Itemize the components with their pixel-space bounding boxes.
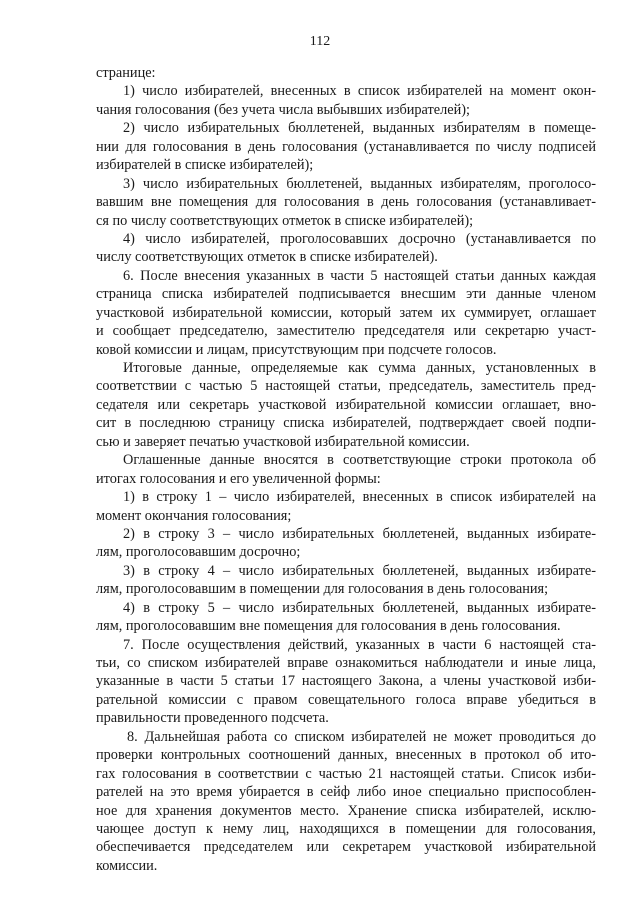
document-body (96, 64, 596, 875)
text-line: 7. После осуществления действий, указанных в части 6 настоящей ста- (123, 636, 596, 653)
text-line: странице: (96, 65, 156, 81)
text-line: сью и заверяет печатью участковой избирательной комиссии. (96, 433, 470, 450)
text-line: Итоговые данные, определяемые как сумма данных, установленных в (123, 360, 596, 376)
text-line: чающее доступ к нему лиц, находящихся в помещении для голосования, (96, 820, 596, 837)
text-line: седателя или секретарь участковой избирательной комиссии оглашает, вно- (96, 396, 596, 413)
text-line: лям, проголосовавшим в помещении для голосования в день голосования; (96, 581, 549, 598)
text-line: чания голосования (без учета числа выбывших избирателей); (96, 101, 470, 118)
text-line: Оглашенные данные вносятся в соответствующие строки протокола об (123, 452, 596, 469)
text-line: и сообщает председателю, заместителю председателя или секретарю участ- (96, 323, 596, 340)
text-line: ковой комиссии и лицам, присутствующим при подсчете голосов. (96, 341, 497, 358)
text-line: соответствии с частью 5 настоящей статьи, председатель, заместитель пред- (96, 378, 596, 395)
text-line: 3) число избирательных бюллетеней, выданных избирателям, проголосо- (123, 175, 596, 192)
text-line: рателей на это время убирается в сейф либо иное специально приспособлен- (96, 784, 596, 801)
text-line: страница списка избирателей подписывается внесшим эти данные членом (96, 286, 596, 303)
text-line: 4) в строку 5 – число избирательных бюллетеней, выданных избирате- (123, 599, 596, 616)
text-line: вавшим вне помещения для голосования в день голосования (устанавливает- (96, 194, 596, 211)
text-line: 2) число избирательных бюллетеней, выданных избирателям в помеще- (123, 120, 596, 137)
text-line: участковой избирательной комиссии, который затем их суммирует, оглашает (96, 304, 596, 321)
text-line: рательной комиссии с правом совещательного голоса вправе убедиться в (96, 691, 596, 708)
text-line: 2) в строку 3 – число избирательных бюллетеней, выданных избирате- (123, 525, 596, 542)
text-line: избирателей в списке избирателей); (96, 157, 314, 174)
text-line: проверки контрольных соотношений данных, внесенных в протокол об ито- (96, 747, 596, 764)
text-line: момент окончания голосования; (96, 507, 292, 524)
text-line: сит в последнюю страницу списка избирателей, подтверждает своей подпи- (96, 415, 596, 432)
text-line: ное для хранения документов место. Хранение списка избирателей, исклю- (96, 802, 596, 819)
text-line: 6. После внесения указанных в части 5 настоящей статьи данных каждая (123, 267, 596, 284)
text-line: нии для голосования в день голосования (устанавливается по числу подписей (96, 138, 596, 155)
text-line: итогах голосования и его увеличенной формы: (96, 470, 381, 487)
text-line: тьи, со списком избирателей вправе ознакомиться наблюдатели и иные лица, (96, 655, 596, 671)
text-line: числу соответствующих отметок в списке избирателей). (96, 249, 438, 266)
text-line: комиссии. (96, 857, 158, 874)
text-line: 8. Дальнейшая работа со списком избирателей не может проводиться до (127, 728, 596, 745)
text-line: указанные в части 5 статьи 17 настоящего Закона, а члены участковой изби- (96, 673, 596, 690)
text-line: 1) число избирателей, внесенных в список избирателей на момент окон- (123, 83, 596, 100)
text-line: обеспечивается председателем или секретарем участковой избирательной (96, 839, 596, 856)
page-number: 112 (309, 34, 331, 49)
text-line: лям, проголосовавшим досрочно; (96, 544, 301, 561)
text-line: 3) в строку 4 – число избирательных бюллетеней, выданных избирате- (123, 562, 596, 579)
text-line: лям, проголосовавшим вне помещения для голосования в день голосования. (96, 618, 561, 635)
text-line: ся по числу соответствующих отметок в списке избирателей); (96, 212, 474, 229)
text-line: 1) в строку 1 – число избирателей, внесенных в список избирателей на (123, 489, 596, 506)
text-line: гах голосования в соответствии с частью 21 настоящей статьи. Список изби- (96, 765, 596, 782)
text-line: правильности проведенного подсчета. (96, 710, 329, 727)
text-line: 4) число избирателей, проголосовавших досрочно (устанавливается по (123, 230, 596, 247)
